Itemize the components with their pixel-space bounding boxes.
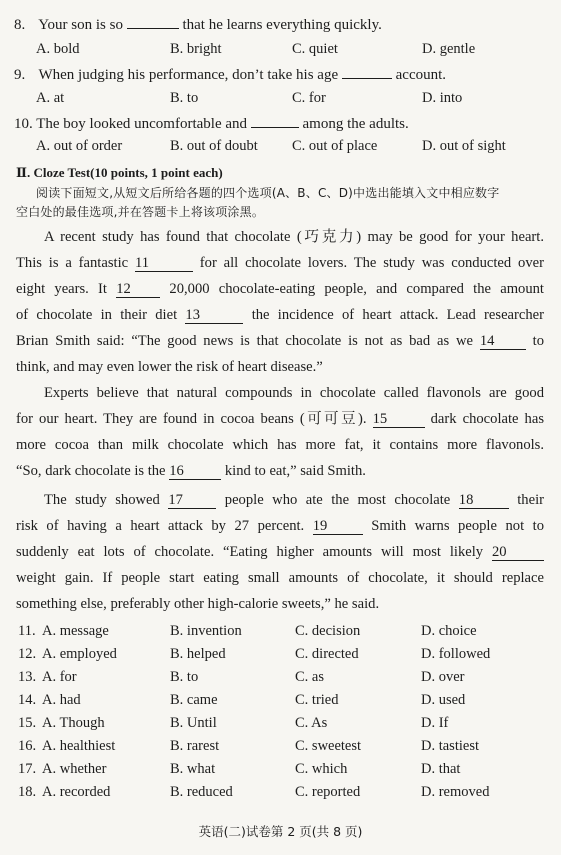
option-b: B. to — [170, 90, 199, 106]
option-b: B. Until — [170, 715, 217, 731]
answer-blank — [251, 113, 299, 128]
option-a: A. bold — [36, 41, 80, 57]
passage-line: weight gain. If people start eating small amounts of chocolate, it should replace — [16, 570, 544, 586]
cloze-blank-20: 20 — [492, 544, 544, 561]
option-a: A. had — [42, 692, 81, 708]
option-c: C. as — [295, 669, 324, 685]
option-a: A. recorded — [42, 784, 111, 800]
option-c: C. tried — [295, 692, 339, 708]
passage-line: Brian Smith said: “The good news is that chocolate is not as bad as we 14 to — [16, 333, 544, 349]
passage-line: suddenly eat lots of chocolate. “Eating higher amounts will most likely 20 — [16, 539, 544, 565]
passage-line: think, and may even lower the risk of heart disease.” — [16, 359, 323, 375]
cloze-blank-12: 12 — [116, 281, 160, 298]
option-b: B. rarest — [170, 738, 220, 754]
option-d: D. over — [421, 669, 465, 685]
option-c: C. for — [292, 90, 326, 106]
question-number: 10. — [14, 116, 33, 132]
question-text: that he learns everything quickly. — [182, 17, 382, 33]
option-a: A. at — [36, 90, 65, 106]
question-text: among the adults. — [302, 116, 409, 132]
passage-line: Experts believe that natural compounds in chocolate called flavonols are good — [44, 385, 544, 401]
section-heading: Ⅱ. Cloze Test(10 points, 1 point each) — [16, 165, 223, 180]
option-a: A. healthiest — [42, 738, 116, 754]
option-a: A. out of order — [36, 138, 123, 154]
passage-line: for our heart. They are found in cocoa beans (可可豆). 15 dark chocolate has — [16, 411, 544, 427]
passage-paragraph-3 — [16, 487, 544, 617]
option-a: A. for — [42, 669, 77, 685]
option-d: D. If — [421, 715, 449, 731]
option-a: A. message — [42, 623, 109, 639]
section-instruction: 阅读下面短文,从短文后所给各题的四个选项(A、B、C、D)中选出能填入文中相应数字 — [36, 186, 500, 200]
answer-number: 14. — [18, 692, 37, 708]
passage-line: of chocolate in their diet 13 the incidence of heart attack. Lead researcher — [16, 307, 544, 323]
cloze-blank-15: 15 — [373, 411, 425, 428]
passage-line: something else, preferably other high-calorie sweets,” he said. — [16, 596, 380, 612]
passage-line: This is a fantastic 11 for all chocolate lovers. The study was conducted over — [16, 255, 544, 271]
option-d: D. that — [421, 761, 461, 777]
answer-blank — [127, 14, 179, 29]
question-text: Your son is so — [38, 17, 123, 33]
passage-line: The study showed 17 people who ate the most chocolate 18 their — [44, 492, 544, 508]
cloze-blank-18: 18 — [459, 492, 509, 509]
passage-line: eight years. It 12 20,000 chocolate-eating people, and compared the amount — [16, 281, 544, 297]
option-c: C. reported — [295, 784, 361, 800]
cloze-blank-19: 19 — [313, 518, 363, 535]
passage-paragraph-1 — [16, 224, 544, 380]
option-c: C. decision — [295, 623, 361, 639]
page-footer: 英语(二)试卷第 2 页(共 8 页) — [198, 824, 363, 839]
option-b: B. out of doubt — [170, 138, 258, 154]
answer-blank — [342, 64, 392, 79]
question-text: account. — [395, 67, 447, 83]
answer-number: 13. — [18, 669, 37, 685]
option-c: C. out of place — [292, 138, 378, 154]
question-8 — [14, 14, 382, 34]
passage-line: A recent study has found that chocolate (巧克力) may be good for your heart. — [44, 229, 544, 245]
option-d: D. used — [421, 692, 466, 708]
cloze-blank-11: 11 — [135, 255, 193, 272]
option-b: B. bright — [170, 41, 222, 57]
option-d: D. tastiest — [421, 738, 479, 754]
passage-line: “So, dark chocolate is the 16 kind to eat,” said Smith. — [16, 463, 366, 479]
option-d: D. removed — [421, 784, 490, 800]
option-b: B. came — [170, 692, 218, 708]
option-b: B. invention — [170, 623, 242, 639]
option-b: B. helped — [170, 646, 226, 662]
option-c: C. As — [295, 715, 328, 731]
option-d: D. choice — [421, 623, 477, 639]
passage-paragraph-2 — [16, 380, 544, 484]
option-b: B. to — [170, 669, 199, 685]
option-c: C. sweetest — [295, 738, 362, 754]
cloze-blank-16: 16 — [169, 463, 221, 480]
cloze-blank-13: 13 — [185, 307, 243, 324]
answer-number: 16. — [18, 738, 37, 754]
option-c: C. directed — [295, 646, 359, 662]
option-d: D. into — [422, 90, 463, 106]
section-instruction: 空白处的最佳选项,并在答题卡上将该项涂黑。 — [16, 205, 265, 219]
option-a: A. Though — [42, 715, 105, 731]
question-number: 9. — [14, 67, 26, 83]
answer-number: 12. — [18, 646, 37, 662]
option-a: A. employed — [42, 646, 117, 662]
option-c: C. which — [295, 761, 348, 777]
question-text: When judging his performance, don’t take his age — [38, 67, 339, 83]
answer-number: 17. — [18, 761, 37, 777]
question-10 — [14, 113, 409, 133]
question-number: 8. — [14, 17, 26, 33]
answer-number: 11. — [18, 623, 36, 639]
option-b: B. what — [170, 761, 216, 777]
cloze-blank-14: 14 — [480, 333, 526, 350]
passage-line: more cocoa than milk chocolate which has more fat, it contains more flavonols. — [16, 437, 544, 453]
option-d: D. gentle — [422, 41, 476, 57]
answer-number: 18. — [18, 784, 37, 800]
option-c: C. quiet — [292, 41, 338, 57]
option-d: D. out of sight — [422, 138, 506, 154]
option-d: D. followed — [421, 646, 491, 662]
question-text: The boy looked uncomfortable and — [36, 116, 248, 132]
cloze-blank-17: 17 — [168, 492, 216, 509]
option-b: B. reduced — [170, 784, 233, 800]
question-9 — [14, 64, 446, 84]
passage-line: risk of having a heart attack by 27 percent. 19 Smith warns people not to — [16, 518, 544, 534]
option-a: A. whether — [42, 761, 107, 777]
answer-number: 15. — [18, 715, 37, 731]
